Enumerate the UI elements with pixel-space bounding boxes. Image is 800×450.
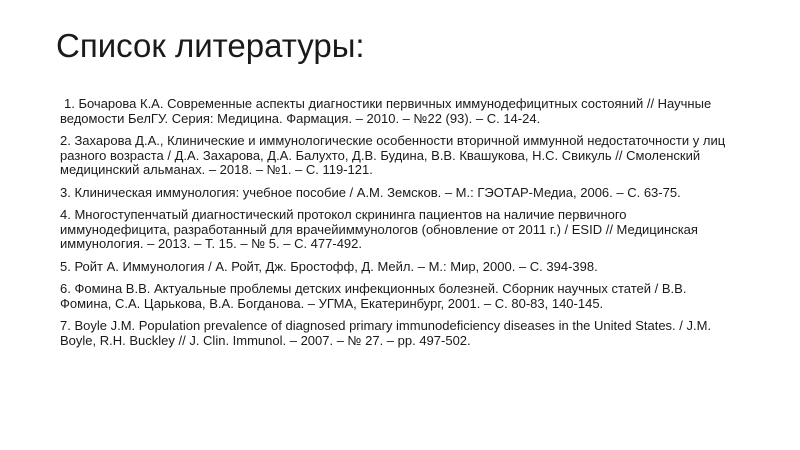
reference-item: 4. Многоступенчатый диагностический протокол скрининга пациентов на наличие первичного иммунодефицита, разработанный для врачейиммунологов (обновление от 2011 г.) / ESID // Медицинская иммунология. – 2013. – Т. 15. – № 5. – С. 477-492. [60, 207, 698, 251]
reference-item: 2. Захарова Д.А., Клинические и иммунологические особенности вторичной иммунной недостаточности у лиц разного возраста / Д.А. Захарова, Д.А. Балухто, Д.В. Будина, В.В. Квашукова, Н.С. Свикуль // Смоленский медицинский альманах. – 2018. – №1. – С. 119-121. [60, 133, 726, 177]
slide-title: Список литературы: [56, 27, 365, 64]
reference-item: 7. Boyle J.M. Population prevalence of diagnosed primary immunodeficiency diseases in the United States. / J.M. Boyle, R.H. Buckley // J. Clin. Immunol. – 2007. – № 27. – pp. 497-502. [60, 318, 712, 348]
reference-item: 6. Фомина В.В. Актуальные проблемы детских инфекционных болезней. Сборник научных статей / В.В. Фомина, С.А. Царькова, В.А. Богданова. – УГМА, Екатеринбург, 2001. – С. 80-83, 140-145. [60, 281, 687, 311]
reference-item: 3. Клиническая иммунология: учебное пособие / А.М. Земсков. – М.: ГЭОТАР-Медиа, 2006. – С. 63-75. [60, 184, 681, 200]
reference-item: 1. Бочарова К.А. Современные аспекты диагностики первичных иммунодефицитных состояний // Научные ведомости БелГУ. Серия: Медицина. Фармация. – 2010. – №22 (93). – С. 14-24. [60, 96, 712, 126]
reference-item: 5. Ройт А. Иммунология / А. Ройт, Дж. Бростофф, Д. Мейл. – М.: Мир, 2000. – С. 394-398. [60, 258, 598, 274]
reference-list [60, 97, 740, 356]
